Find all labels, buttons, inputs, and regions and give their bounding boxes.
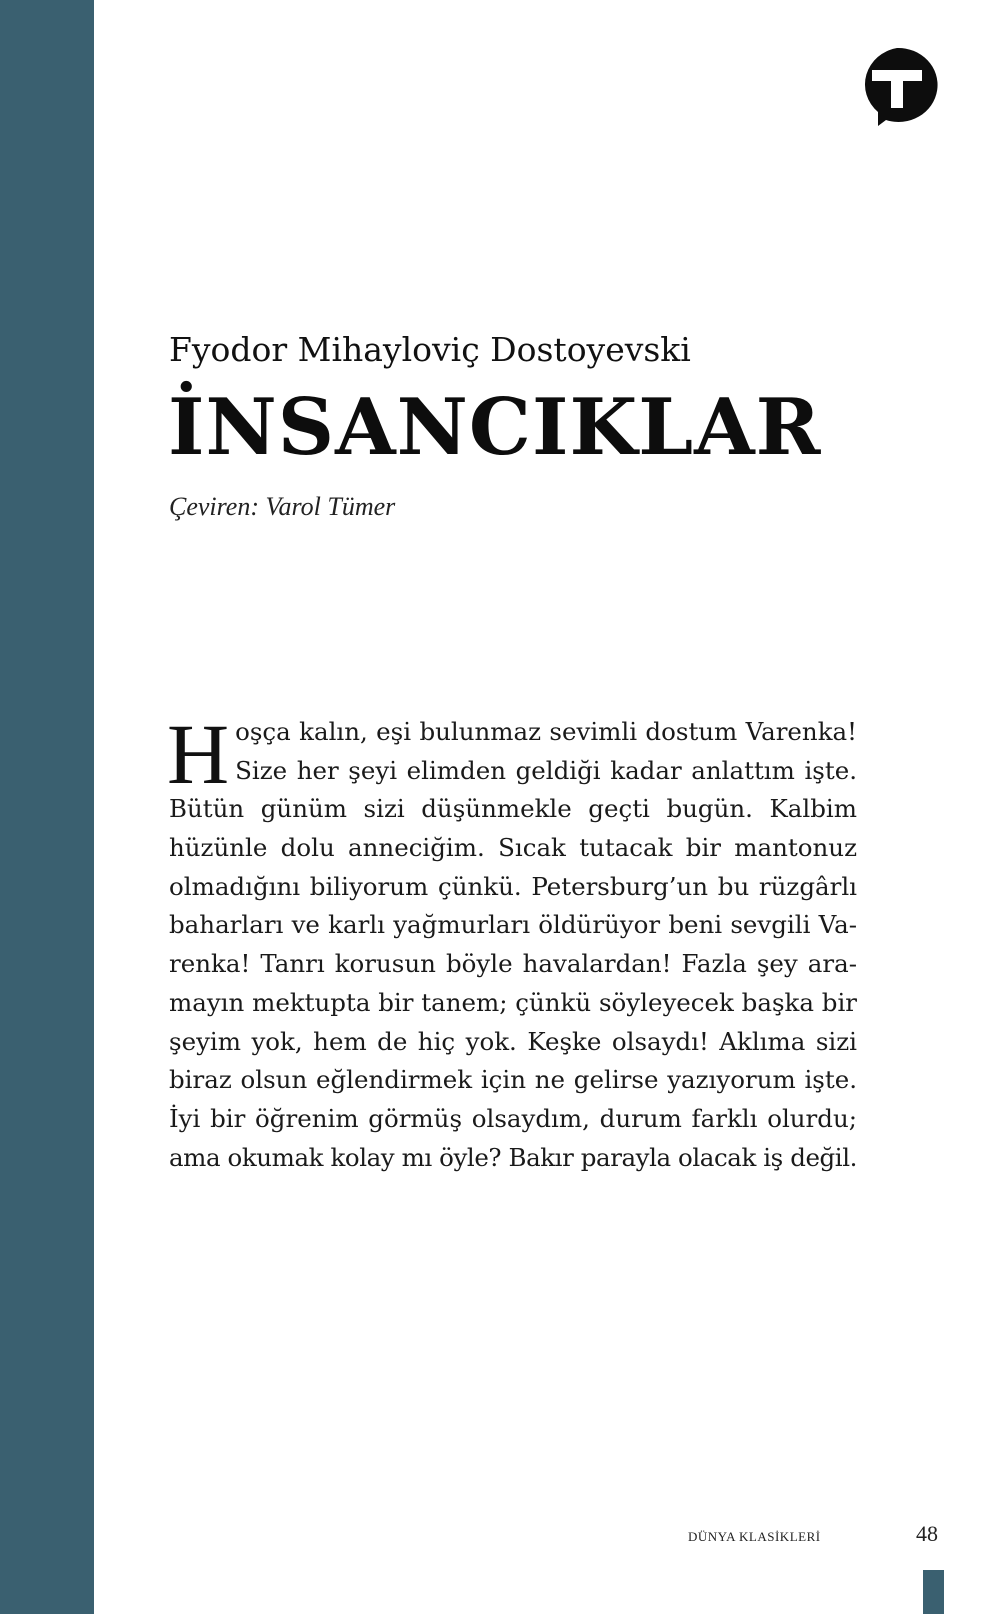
excerpt-line: renka! Tanrı korusun böyle havalardan! Fazla şey ara- <box>169 949 857 979</box>
excerpt-line: mayın mektupta bir tanem; çünkü söyleyecek başka bir <box>169 987 857 1017</box>
excerpt-line: hüzünle dolu anneciğim. Sıcak tutacak bir mantonuz <box>169 833 857 863</box>
excerpt-line: biraz olsun eğlendirmek için ne gelirse yazıyorum işte. <box>169 1065 857 1095</box>
excerpt-paragraph <box>167 706 857 1177</box>
sidebar-band <box>0 0 94 1614</box>
excerpt-line: Bütün günüm sizi düşünmekle geçti bugün. Kalbim <box>169 794 857 824</box>
page-edge-tab <box>923 1570 944 1614</box>
excerpt-line: Size her şeyi elimden geldiği kadar anlattım işte. <box>235 755 857 785</box>
excerpt-line: baharları ve karlı yağmurları öldürüyor beni sevgili Va- <box>169 910 857 940</box>
excerpt-line: ama okumak kolay mı öyle? Bakır parayla olacak iş değil. <box>169 1142 857 1172</box>
drop-cap: H <box>167 706 230 802</box>
excerpt-line: oşça kalın, eşi bulunmaz sevimli dostum Varenka! <box>235 717 857 746</box>
page-number: 48 <box>916 1521 938 1546</box>
series-label: DÜNYA KLASİKLERİ <box>688 1529 821 1544</box>
author-name: Fyodor Mihayloviç Dostoyevski <box>169 330 691 369</box>
publisher-logo-icon <box>856 46 938 126</box>
excerpt-line: olmadığını biliyorum çünkü. Petersburg’un bu rüzgârlı <box>169 871 857 901</box>
book-title: İNSANCIKLAR <box>168 382 822 473</box>
excerpt-line: şeyim yok, hem de hiç yok. Keşke olsaydı! Aklıma sizi <box>169 1026 857 1056</box>
translator-credit: Çeviren: Varol Tümer <box>169 492 396 521</box>
excerpt-line: İyi bir öğrenim görmüş olsaydım, durum farklı olurdu; <box>169 1103 857 1133</box>
